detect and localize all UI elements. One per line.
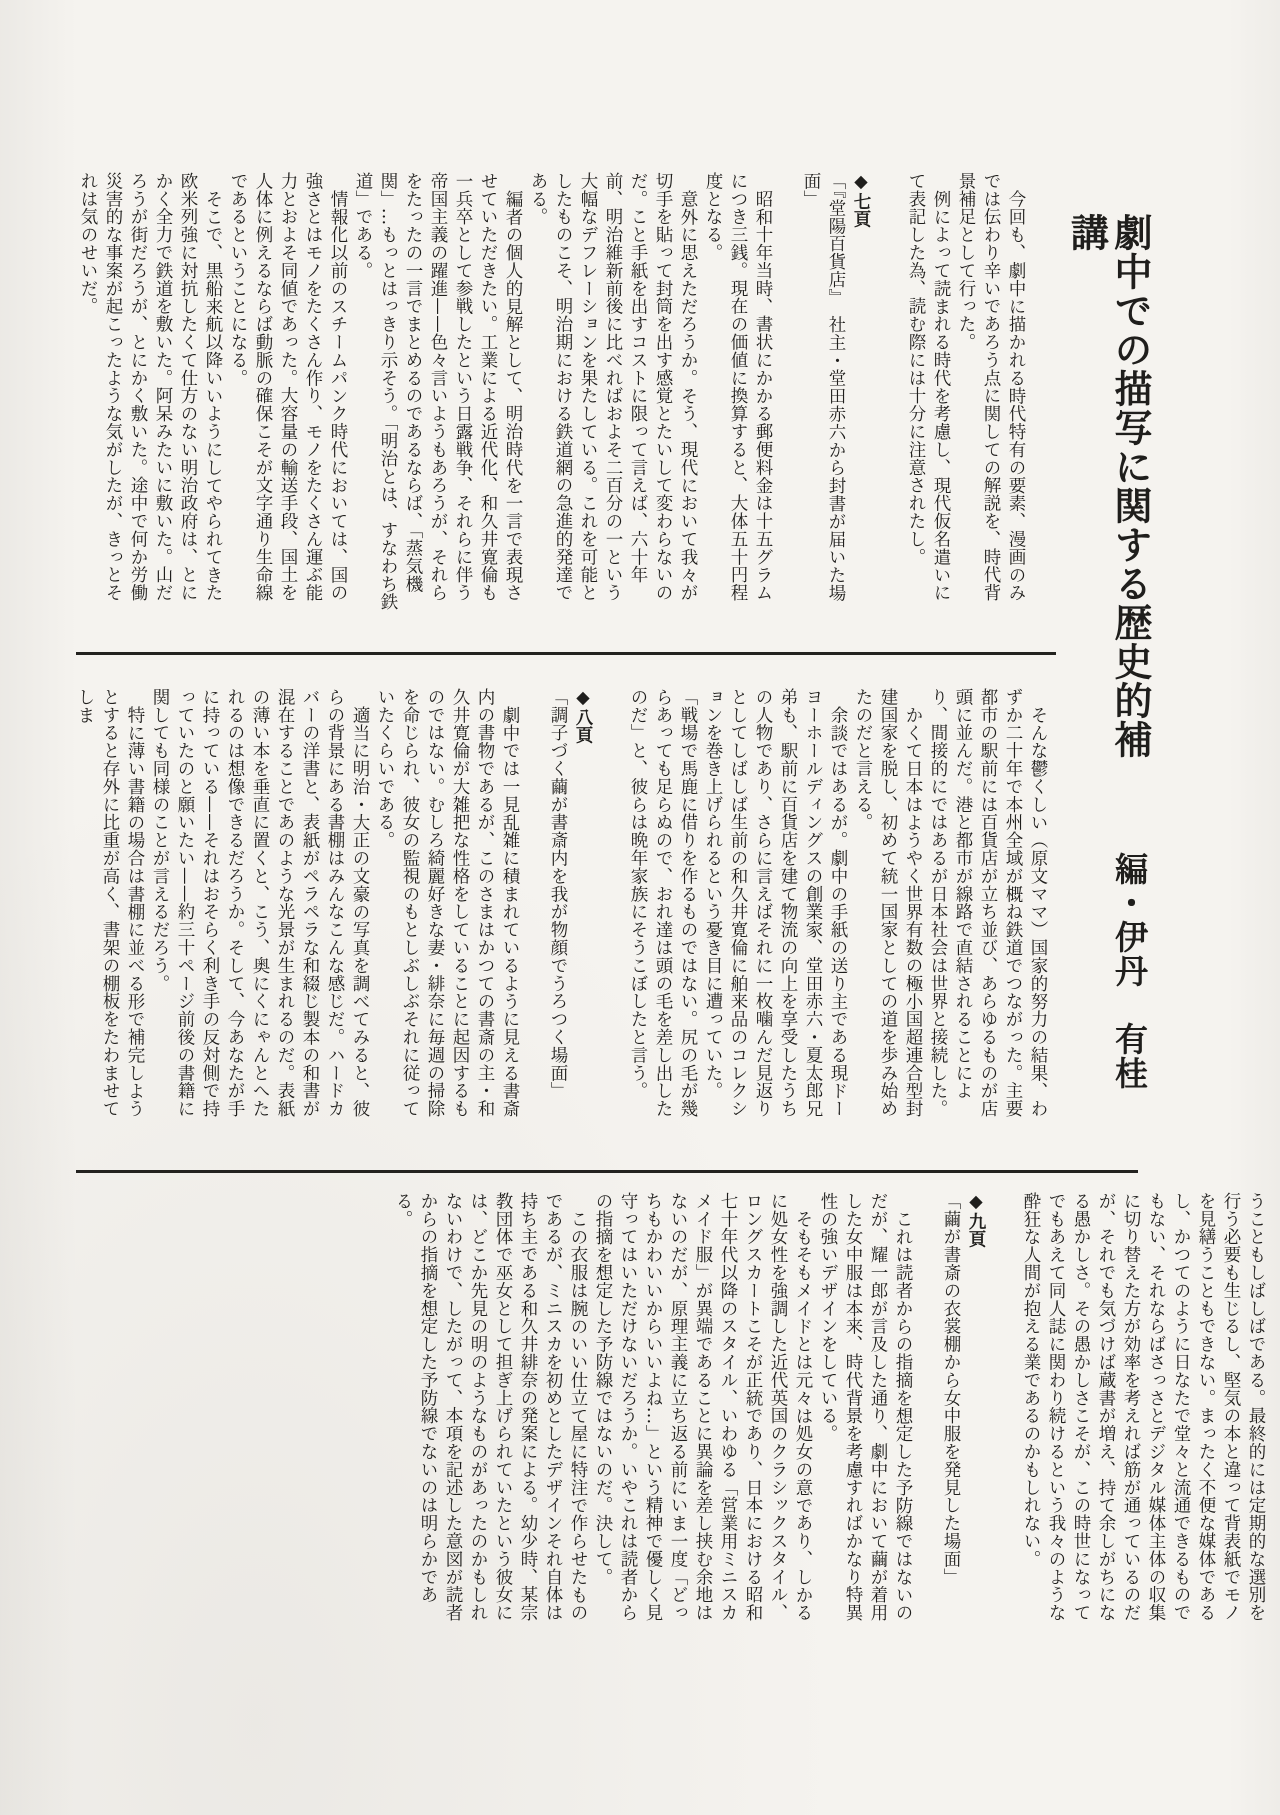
paragraph: 「戦場で馬鹿に借りを作るものではない。尻の毛が幾らあっても足らぬので、おれ達は頭の毛を差し出したのだ」と、彼らは晩年家族にそうこぼしたと言う。 [628, 688, 698, 1118]
paragraph: これは読者からの指摘を想定した予防線ではないのだが、耀一郎が言及した通り、劇中において繭が着用した女中服は本来、時代背景を考慮すればかなり特異性の強いデザインをしている。 [818, 1192, 913, 1622]
paragraph: 特に薄い書籍の場合は書棚に並べる形で補完しようとすると存外に比重が高く、書架の棚板をたわませてしま [75, 688, 145, 1118]
scene-quote: 「『堂陽百貨店』 社主・堂田赤六から封書が届いた場面」 [801, 172, 846, 602]
paragraph: 昭和十年当時、書状にかかる郵便料金は十五グラムにつき三銭。現在の価値に換算すると、大体五十円程度となる。 [703, 172, 773, 602]
paragraph: 余談ではあるが。劇中の手紙の送り主である現ドーヨーホールディングスの創業家、堂田赤六・夏太郎兄弟も、駅前に百貨店を建て物流の向上を享受したうちの人物であり、さらに言えばそれに一枚噛んだ見返りとしてしばしば生前の和久井寛倫に舶来品のコレクションを巻き上げられるという憂き目に遭っていた。 [703, 688, 848, 1118]
paragraph: そこで、黒船来航以降いいようにしてやられてきた欧米列強に対抗したくて仕方のない明治政府は、とにかく全力で鉄道を敷いた。阿呆みたいに敷いた。山だろうが街だろうが、とにかく敷いた。途中で何か労働災害的な事案が起こったような気がしたが、きっとそれは気のせいだ。 [78, 172, 223, 602]
paragraph: 例によって読まれる時代を考慮し、現代仮名遣いにて表記した為、読む際には十分に注意されたし。 [906, 172, 951, 602]
paragraph: そもそもメイドとは元々は処女の意であり、しかるに処女性を強調した近代英国のクラシックスタイル、ロングスカートこそが正統であり、日本における昭和七十年代以降のスタイル、いわゆる「営業用ミニスカメイド服」が異端であることに異論を差し挟む余地はないのだが、原理主義に立ち返る前にいま一度「どっちもかわいいからいいよね…」という精神で優しく見守ってはいただけないだろうか。いやこれは読者からの指摘を想定した予防線ではないのだ。決して。 [593, 1192, 813, 1622]
divider-2 [76, 1170, 1138, 1173]
paragraph: うこともしばしばである。最終的には定期的な選別を行う必要も生じるし、堅気の本と違って背表紙でモノを見繕うこともできない。まったく不便な媒体であるし、かつてのように日なたで堂々と流通できるものでもない、それならばさっさとデジタル媒体主体の収集に切り替えた方が効率を考えれば筋が通っているのだが、それでも気づけば蔵書が増え、持て余しがちになる愚かしさ。その愚かしさこそが、この時世になってでもあえて同人誌に関わり続けるという我々のような酔狂な人間が抱える業であるのかもしれない。 [1021, 1192, 1266, 1622]
paragraph: 編者の個人的見解として、明治時代を一言で表現させていただきたい。工業による近代化、和久井寛倫も一兵卒として参戦したという日露戦争、それらに伴う帝国主義の躍進——色々言いようもあろうが、それらをたったの一言でまとめるのであるならば、「蒸気機関」…もっとはっきり示そう。「明治とは、すなわち鉄道」である。 [353, 172, 523, 611]
section-marker-page8: ◆八頁 [573, 688, 593, 745]
paragraph: 劇中では一見乱雑に積まれているように見える書斎内の書物であるが、このさまはかつての書斎の主・和久井寛倫が大雑把な性格をしていることに起因するものではない。むしろ綺麗好きな妻・緋奈に毎週の掃除を命じられ、彼女の監視のもとしぶしぶそれに従っていたくらいである。 [375, 688, 520, 1118]
author-credit: 編・伊丹 有桂 [1110, 852, 1149, 1090]
text-band-top [78, 172, 1028, 618]
text-band-bottom [78, 1192, 1268, 1638]
page-title: 劇中での描写に関する歴史的補講 [1064, 213, 1153, 759]
paragraph: 適当に明治・大正の文豪の写真を調べてみると、彼らの背景にある書棚はみんなこんな感じだ。ハードカバーの洋書と、表紙がペラペラな和綴じ製本の和書が混在することであのような光景が生まれるのだ。表紙の薄い本を垂直に置くと、こう、奥にくにゃんとへたれるのは想像できるだろうか。そして、今あなたが手に持っている——それはおそらく利き手の反対側で持っていたのと願いたい——約三十ページ前後の書籍に関しても同様のことが言えるだろう。 [150, 688, 370, 1118]
paragraph: 情報化以前のスチームパンク時代においては、国の強さとはモノをたくさん作り、モノをたくさん運ぶ能力とおよそ同値であった。大容量の輸送手段、国土を人体に例えるならば動脈の確保こそが文字通り生命線であるということになる。 [228, 172, 348, 602]
paragraph: かくて日本はようやく世界有数の極小国超連合型封建国家を脱し、初めて統一国家としての道を歩み始めたのだと言える。 [853, 688, 923, 1118]
section-marker-page7: ◆七頁 [851, 172, 871, 229]
text-band-middle [75, 688, 1050, 1134]
paragraph: 意外に思えただろうか。そう、現代において我々が切手を貼って封筒を出す感覚とたいして変わらないのだ。こと手紙を出すコストに限って言えば、六十年前、明治維新前後に比べればおよそ二百分の一という大幅なデフレーションを果たしている。これを可能としたものこそ、明治期における鉄道網の急進的発達である。 [528, 172, 698, 602]
paragraph: そんな鬱くしい（原文ママ）国家的努力の結果、わずか二十年で本州全域が概ね鉄道でつながった。主要都市の駅前には百貨店が立ち並び、あらゆるものが店頭に並んだ。港と都市が線路で直結されることにより、間接的にではあるが日本社会は世界と接続した。 [928, 688, 1048, 1118]
paragraph: この衣服は腕のいい仕立て屋に特注で作らせたものであるが、ミニスカを初めとしたデザインそれ自体は持ち主である和久井緋奈の発案による。幼少時、某宗教団体で巫女として担ぎ上げられていたという彼女には、どこか先見の明のようなものがあったのかもしれないわけで、したがって、本項を記述した意図が読者からの指摘を想定した予防線でないのは明らかである。 [393, 1192, 588, 1622]
scene-quote: 「繭が書斎の衣裳棚から女中服を発見した場面」 [941, 1192, 961, 1586]
scene-quote: 「調子づく繭が書斎内を我が物顔でうろつく場面」 [548, 688, 568, 1100]
paragraph: 今回も、劇中に描かれる時代特有の要素、漫画のみでは伝わり辛いであろう点に関しての解説を、時代背景補足として行った。 [956, 172, 1026, 602]
divider-1 [76, 652, 1056, 655]
section-marker-page9: ◆九頁 [966, 1192, 986, 1249]
